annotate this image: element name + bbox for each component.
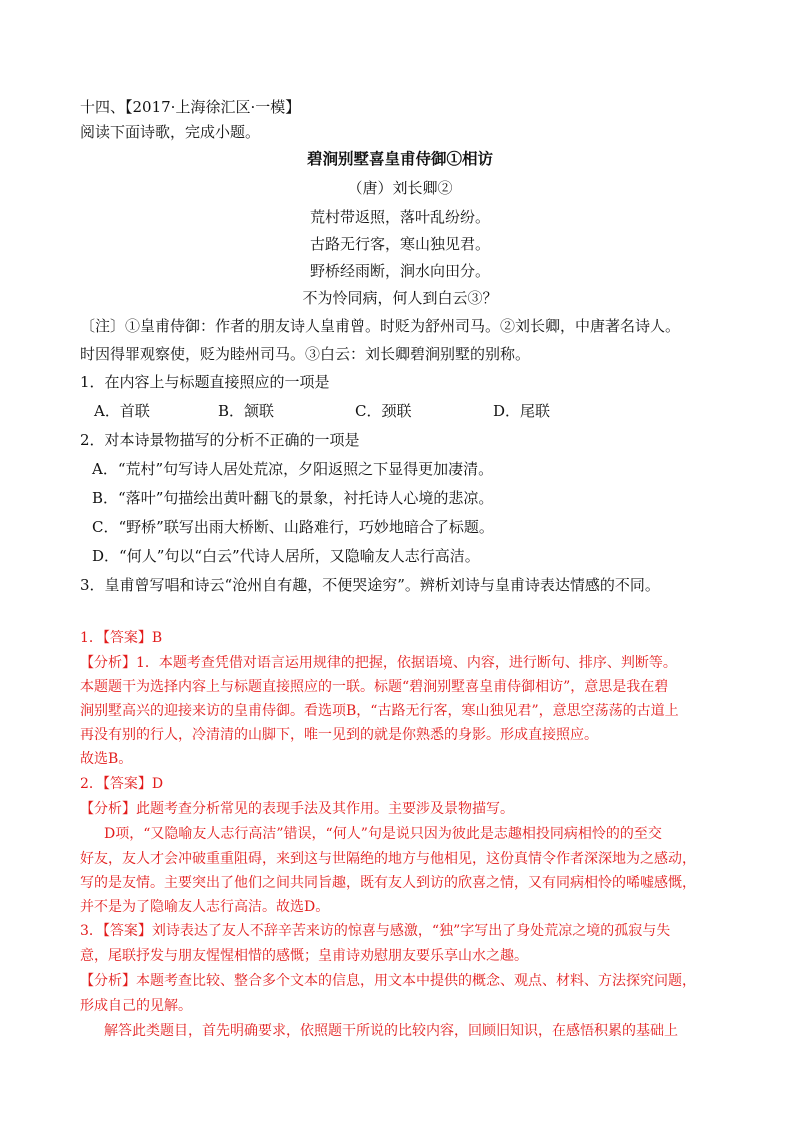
answer-3-line: 意，尾联抒发与朋友惺惺相惜的感慨；皇甫诗劝慰朋友要乐享山水之趣。	[80, 948, 528, 964]
poem-title: 碧涧别墅喜皇甫侍御①相访	[306, 149, 493, 168]
question-1-stem: 1．在内容上与标题直接照应的一项是	[80, 373, 330, 391]
answer-1: 1．【答案】B	[80, 630, 163, 646]
answer-3-line: 3．【答案】刘诗表达了友人不辞辛苦来访的惊喜与感激，“独”字写出了身处荒凉之境的孤寂与失	[80, 923, 671, 939]
question-1-option-b: B．颔联	[218, 402, 275, 420]
question-2-option-d: D．“何人”句以“白云”代诗人居所，又隐喻友人志行高洁。	[92, 547, 480, 565]
poem-line: 古路无行客，寒山独见君。	[309, 235, 490, 253]
analysis-1-line: 故选B。	[80, 751, 133, 767]
analysis-2-line: D项，“又隐喻友人志行高洁”错误，“何人”句是说只因为彼此是志趣相投同病相怜的的至交	[104, 826, 662, 842]
analysis-1-line: 再没有别的行人，冷清清的山脚下，唯一见到的就是你熟悉的身影。形成直接照应。	[80, 727, 598, 743]
poem-line: 荒村带返照，落叶乱纷纷。	[309, 208, 490, 226]
poem-line: 不为怜同病，何人到白云③？	[302, 289, 498, 307]
question-2-option-b: B．“落叶”句描绘出黄叶翻飞的景象，衬托诗人心境的悲凉。	[92, 489, 494, 507]
analysis-2-line: 并不是为了隐喻友人志行高洁。故选D。	[80, 899, 330, 915]
instruction-text: 阅读下面诗歌，完成小题。	[80, 123, 261, 141]
analysis-3-line: 【分析】本题考查比较、整合多个文本的信息，用文本中提供的概念、观点、材料、方法探究问题，	[80, 973, 696, 989]
analysis-2-line: 好友，友人才会冲破重重阻碍，来到这与世隔绝的地方与他相见，这份真情令作者深深地为之感动，	[80, 851, 696, 867]
poem-line: 野桥经雨断，涧水向田分。	[309, 262, 490, 280]
analysis-1-line: 【分析】1．本题考查凭借对语言运用规律的把握，依据语境、内容，进行断句、排序、判断等。	[80, 655, 677, 671]
question-1-option-c: C．颈联	[355, 402, 412, 420]
poem-author: （唐）刘长卿②	[347, 179, 453, 197]
answer-2: 2．【答案】D	[80, 776, 164, 792]
analysis-2-line: 【分析】此题考查分析常见的表现手法及其作用。主要涉及景物描写。	[80, 801, 514, 817]
analysis-3-line: 形成自己的见解。	[80, 998, 192, 1014]
analysis-3-line: 解答此类题目，首先明确要求，依照题干所说的比较内容，回顾旧知识，在感悟积累的基础上	[104, 1023, 678, 1039]
question-2-stem: 2．对本诗景物描写的分析不正确的一项是	[80, 431, 360, 449]
question-2-option-c: C．“野桥”联写出雨大桥断、山路难行，巧妙地暗合了标题。	[92, 518, 494, 536]
poem-notes-line: 时因得罪观察使，贬为睦州司马。③白云：刘长卿碧涧别墅的别称。	[80, 345, 531, 363]
question-1-option-a: A．首联	[94, 402, 150, 420]
question-3-stem: 3．皇甫曾写唱和诗云“沧州自有趣，不便哭途穷”。辨析刘诗与皇甫诗表达情感的不同。	[80, 576, 660, 594]
question-2-option-a: A．“荒村”句写诗人居处荒凉，夕阳返照之下显得更加凄清。	[92, 460, 494, 478]
analysis-2-line: 写的是友情。主要突出了他们之间共同旨趣，既有友人到访的欣喜之情，又有同病相怜的唏嘘感慨，	[80, 875, 696, 891]
question-1-option-d: D．尾联	[493, 402, 551, 420]
poem-notes-line: 〔注〕①皇甫侍御：作者的朋友诗人皇甫曾。时贬为舒州司马。②刘长卿，中唐著名诗人。	[80, 317, 681, 335]
section-heading: 十四、【2017·上海徐汇区·一模】	[80, 98, 301, 116]
analysis-1-line: 涧别墅高兴的迎接来访的皇甫侍御。看选项B，“古路无行客，寒山独见君”，意思空荡荡的古道上	[80, 703, 679, 719]
analysis-1-line: 本题题干为选择内容上与标题直接照应的一联。标题“碧涧别墅喜皇甫侍御相访”，意思是我在碧	[80, 679, 669, 695]
